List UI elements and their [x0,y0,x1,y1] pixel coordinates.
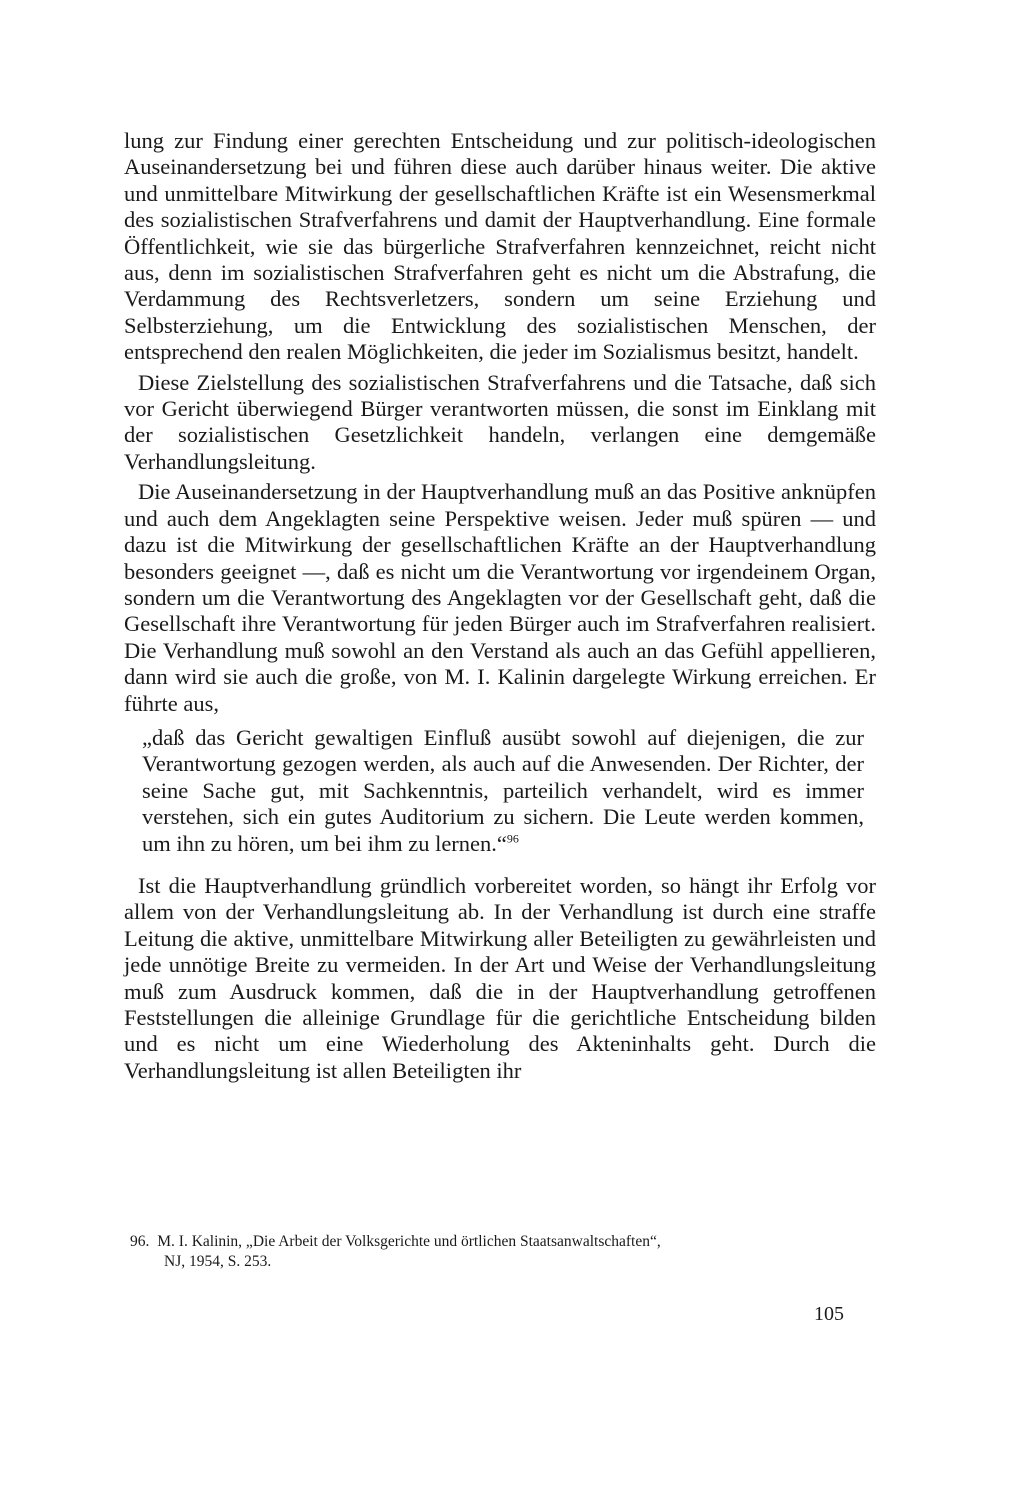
block-quote [142,725,864,857]
footnote [130,1232,882,1272]
quote-footnote-ref: 96 [506,831,519,846]
footnote-line-1: M. I. Kalinin, „Die Arbeit der Volksgerichte und örtlichen Staatsanwaltschaften“, [157,1233,661,1250]
paragraph-1: lung zur Findung einer gerechten Entscheidung und zur politisch-ideologischen Auseinandersetzung bei und führen diese auch darüber hinaus weiter. Die aktive und unmittelbare Mitwirkung der gesellschaftlichen Kräfte ist ein Wesensmerkmal des sozialistischen Strafverfahrens und damit der Hauptverhandlung. Eine formale Öffentlichkeit, wie sie das bürgerliche Strafverfahren kennzeichnet, reicht nicht aus, denn im sozialistischen Strafverfahren geht es nicht um die Abstrafung, die Verdammung des Rechtsverletzers, sondern um seine Erziehung und Selbsterziehung, um die Entwicklung des sozialistischen Menschen, der entsprechend den realen Möglichkeiten, die jeder im Sozialismus besitzt, handelt. [124,128,876,365]
paragraph-4: Ist die Hauptverhandlung gründlich vorbereitet worden, so hängt ihr Erfolg vor allem von der Verhandlungsleitung ab. In der Verhandlung ist durch eine straffe Leitung die aktive, unmittelbare Mitwirkung aller Beteiligten zu gewährleisten und jede unnötige Breite zu vermeiden. In der Art und Weise der Verhandlungsleitung muß zum Ausdruck kommen, daß die in der Hauptverhandlung getroffenen Feststellungen die alleinige Grundlage für die gerichtliche Entscheidung bilden und es nicht um eine Wiederholung des Akteninhalts geht. Durch die Verhandlungsleitung ist allen Beteiligten ihr [124,872,876,1083]
quote-text: „daß das Gericht gewaltigen Einfluß ausübt sowohl auf diejenigen, die zur Verantwortung gezogen werden, als auch auf die Anwesenden. Der Richter, der seine Sache gut, mit Sachkenntnis, parteilich verhandelt, wird es immer verstehen, sich ein gutes Auditorium zu sichern. Die Leute werden kommen, um ihn zu hören, um bei ihm zu lernen.“ [142,724,864,856]
paragraph-3: Die Auseinandersetzung in der Hauptverhandlung muß an das Positive anknüpfen und auch dem Angeklagten seine Perspektive weisen. Jeder muß spüren — und dazu ist die Mitwirkung der gesellschaftlichen Kräfte an der Hauptverhandlung besonders geeignet —, daß es nicht um die Verantwortung vor irgendeinem Organ, sondern um die Verantwortung des Angeklagten vor der Gesellschaft geht, daß die Gesellschaft ihre Verantwortung für jeden Bürger auch im Strafverfahren realisiert. Die Verhandlung muß sowohl an den Verstand als auch an das Gefühl appellieren, dann wird sie auch die große, von M. I. Kalinin dargelegte Wirkung erreichen. Er führte aus, [124,479,876,716]
footnote-number: 96. [130,1233,150,1250]
paragraph-2: Diese Zielstellung des sozialistischen Strafverfahrens und die Tatsache, daß sich vor Gericht überwiegend Bürger verantworten müssen, die sonst im Einklang mit der sozialistischen Gesetzlichkeit handeln, verlangen eine demgemäße Verhandlungsleitung. [124,369,876,474]
footnote-line-2: NJ, 1954, S. 253. [164,1253,272,1270]
body-text [124,128,876,1084]
page-number: 105 [814,1303,844,1325]
